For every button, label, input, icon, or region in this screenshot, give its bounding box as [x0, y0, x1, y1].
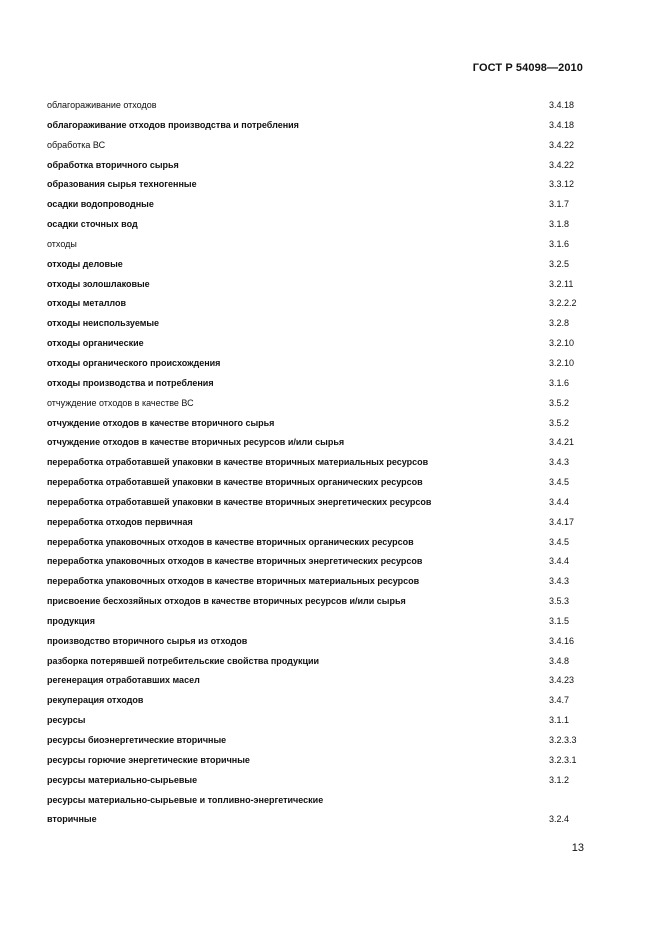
index-section-ref: 3.2.2.2 [549, 298, 577, 309]
index-section-ref: 3.4.7 [549, 695, 570, 706]
index-section-ref: 3.5.3 [549, 596, 570, 607]
index-term: отходы деловые [47, 258, 123, 269]
index-section-ref: 3.2.5 [549, 258, 570, 269]
index-entry [47, 473, 607, 493]
index-term: облагораживание отходов производства и потребления [47, 119, 299, 130]
index-section-ref: 3.1.8 [549, 219, 570, 230]
index-section-ref: 3.1.7 [549, 199, 570, 210]
index-entry [47, 533, 607, 553]
index-section-ref: 3.1.1 [549, 715, 570, 726]
index-entry [47, 294, 607, 314]
index-section-ref: 3.4.23 [549, 675, 575, 686]
index-section-ref: 3.5.2 [549, 417, 570, 428]
index-entry [47, 572, 607, 592]
index-term: отчуждение отходов в качестве ВС [47, 397, 194, 408]
term-index-list [47, 96, 607, 830]
index-entry [47, 632, 607, 652]
index-term: вторичные [47, 814, 97, 825]
index-entry [47, 394, 607, 414]
index-term: переработка упаковочных отходов в качестве вторичных органических ресурсов [47, 536, 414, 547]
index-section-ref: 3.2.10 [549, 357, 575, 368]
index-term: отходы органические [47, 338, 144, 349]
index-term: переработка упаковочных отходов в качестве вторичных материальных ресурсов [47, 576, 420, 587]
index-entry [47, 810, 607, 830]
index-entry [47, 652, 607, 672]
index-section-ref: 3.1.5 [549, 615, 570, 626]
index-term: разборка потерявшей потребительские свойства продукции [47, 655, 320, 666]
index-entry [47, 255, 607, 275]
index-term: образования сырья техногенные [47, 179, 197, 190]
index-section-ref: 3.4.4 [549, 556, 570, 567]
index-section-ref: 3.2.8 [549, 318, 570, 329]
index-entry [47, 235, 607, 255]
index-entry [47, 374, 607, 394]
index-section-ref: 3.4.17 [549, 516, 575, 527]
document-header: ГОСТ Р 54098—2010 [472, 62, 583, 74]
index-term: переработка упаковочных отходов в качестве вторичных энергетических ресурсов [47, 556, 423, 567]
index-entry [47, 96, 607, 116]
index-entry [47, 215, 607, 235]
index-section-ref: 3.1.6 [549, 377, 570, 388]
index-term: ресурсы горючие энергетические вторичные [47, 754, 250, 765]
index-term: присвоение бесхозяйных отходов в качестве вторичных ресурсов и/или сырья [47, 596, 406, 607]
index-section-ref: 3.4.5 [549, 536, 570, 547]
index-entry [47, 612, 607, 632]
index-section-ref: 3.4.8 [549, 655, 570, 666]
index-term: продукция [47, 615, 95, 626]
index-entry [47, 791, 607, 811]
index-entry [47, 156, 607, 176]
index-term: производство вторичного сырья из отходов [47, 635, 248, 646]
index-section-ref: 3.4.22 [549, 159, 575, 170]
index-term: отходы производства и потребления [47, 377, 214, 388]
index-entry [47, 671, 607, 691]
index-term: отчуждение отходов в качестве вторичных ресурсов и/или сырья [47, 437, 345, 448]
index-term: обработка вторичного сырья [47, 159, 179, 170]
index-term: отходы золошлаковые [47, 278, 150, 289]
index-section-ref: 3.2.10 [549, 338, 575, 349]
index-entry [47, 433, 607, 453]
index-entry [47, 195, 607, 215]
index-term: ресурсы материально-сырьевые и топливно-энергетические [47, 794, 324, 805]
index-entry [47, 513, 607, 533]
index-term: отходы [47, 238, 77, 249]
index-entry [47, 731, 607, 751]
index-section-ref: 3.4.3 [549, 576, 570, 587]
index-term: облагораживание отходов [47, 100, 157, 110]
index-entry [47, 175, 607, 195]
index-section-ref: 3.2.3.3 [549, 735, 577, 745]
index-term: отходы органического происхождения [47, 357, 221, 368]
index-entry [47, 493, 607, 513]
index-term: переработка отработавшей упаковки в качестве вторичных материальных ресурсов [47, 457, 429, 468]
index-term: ресурсы материально-сырьевые [47, 774, 198, 785]
index-section-ref: 3.2.4 [549, 814, 570, 825]
index-term: регенерация отработавших масел [47, 675, 200, 686]
index-section-ref: 3.4.5 [549, 477, 570, 488]
index-section-ref: 3.1.2 [549, 774, 570, 785]
index-section-ref: 3.4.3 [549, 457, 570, 468]
index-term: осадки водопроводные [47, 199, 154, 210]
index-term: рекуперация отходов [47, 695, 144, 706]
index-term: ресурсы [47, 715, 86, 726]
index-entry [47, 711, 607, 731]
index-entry [47, 354, 607, 374]
index-entry [47, 453, 607, 473]
index-entry [47, 751, 607, 771]
index-term: ресурсы биоэнергетические вторичные [47, 735, 227, 745]
index-entry [47, 771, 607, 791]
index-entry [47, 275, 607, 295]
index-entry [47, 116, 607, 136]
index-entry [47, 334, 607, 354]
index-term: осадки сточных вод [47, 219, 138, 230]
index-term: переработка отработавшей упаковки в качестве вторичных энергетических ресурсов [47, 496, 432, 507]
index-term: отходы металлов [47, 298, 127, 309]
index-entry [47, 314, 607, 334]
index-entry [47, 552, 607, 572]
index-section-ref: 3.4.21 [549, 437, 575, 448]
index-section-ref: 3.2.3.1 [549, 754, 577, 765]
index-section-ref: 3.4.16 [549, 635, 575, 646]
page-number: 13 [571, 842, 584, 854]
index-term: отходы неиспользуемые [47, 318, 160, 329]
index-section-ref: 3.2.11 [549, 278, 574, 289]
index-entry [47, 691, 607, 711]
index-term: переработка отходов первичная [47, 516, 193, 527]
index-entry [47, 136, 607, 156]
index-section-ref: 3.4.4 [549, 496, 570, 507]
index-section-ref: 3.4.18 [549, 119, 575, 130]
index-section-ref: 3.4.18 [549, 100, 575, 110]
index-section-ref: 3.5.2 [549, 397, 570, 408]
index-term: переработка отработавшей упаковки в качестве вторичных органических ресурсов [47, 477, 423, 488]
index-term: обработка ВС [47, 139, 106, 150]
index-section-ref: 3.3.12 [549, 179, 575, 190]
index-section-ref: 3.4.22 [549, 139, 575, 150]
index-entry [47, 414, 607, 434]
index-entry [47, 592, 607, 612]
index-section-ref: 3.1.6 [549, 238, 570, 249]
index-term: отчуждение отходов в качестве вторичного сырья [47, 417, 275, 428]
